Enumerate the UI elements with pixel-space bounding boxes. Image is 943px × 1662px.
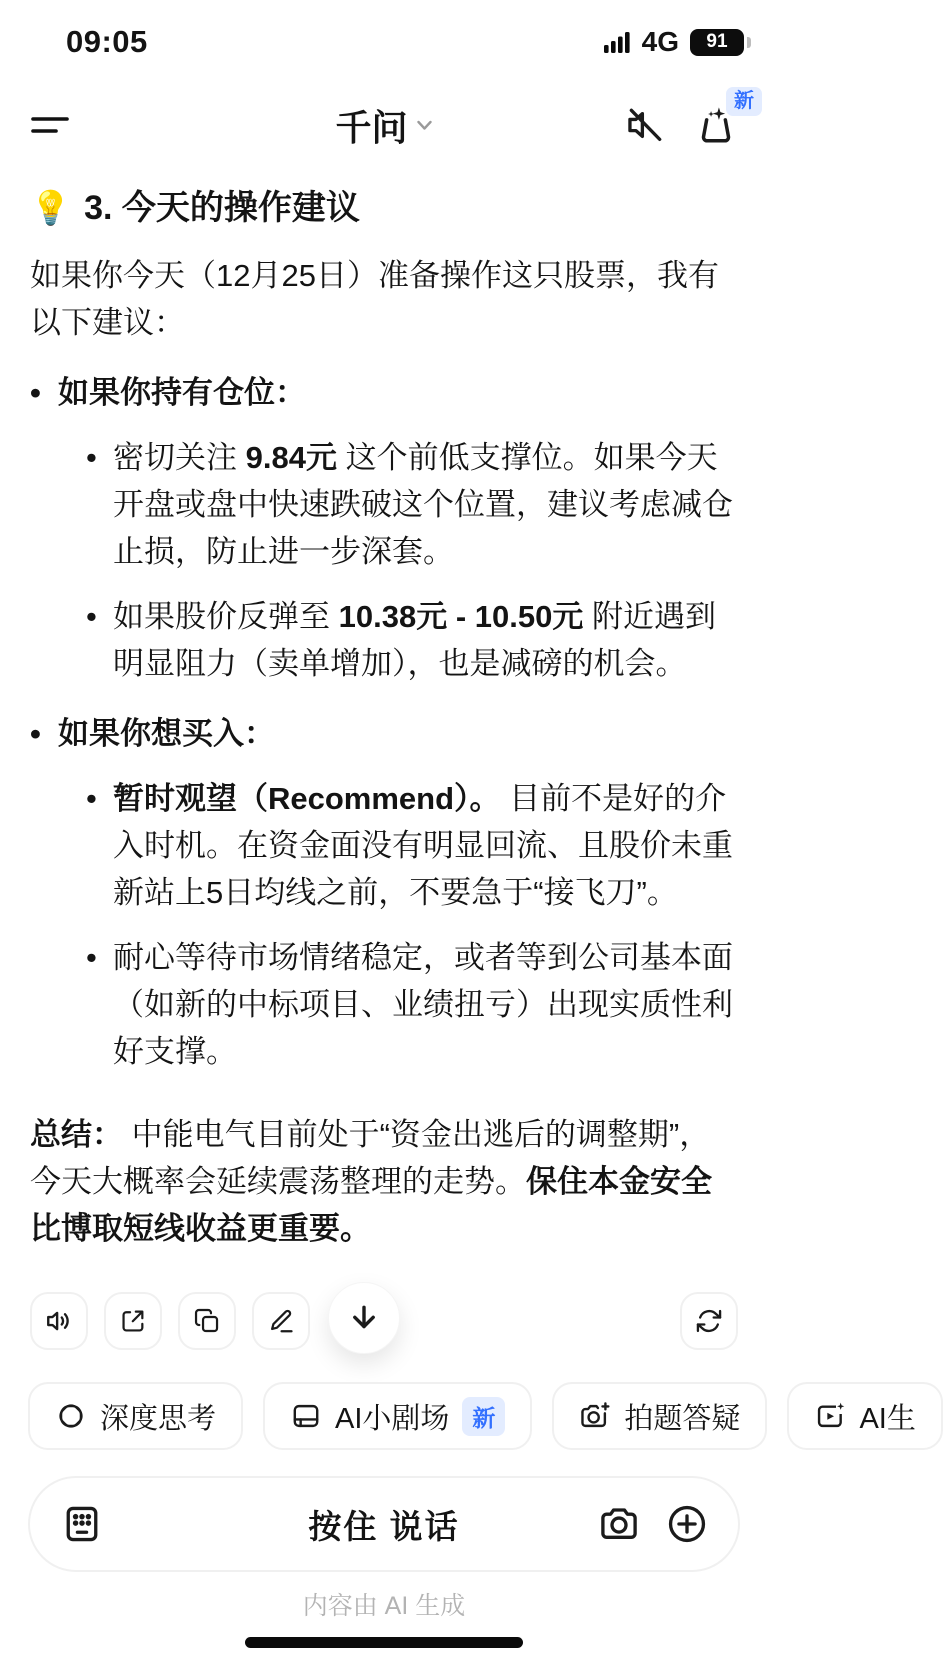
chevron-down-icon — [417, 120, 433, 131]
list-item — [30, 934, 738, 1075]
section-heading-text: 3. 今天的操作建议 — [84, 189, 360, 227]
chip-label: AI生 — [859, 1402, 916, 1435]
ai-share-button[interactable] — [694, 90, 754, 147]
read-aloud-button[interactable] — [30, 1292, 88, 1350]
list-item-title: 如果你持有仓位： — [58, 375, 306, 410]
status-bar-right — [604, 26, 744, 58]
message-input-bar — [28, 1476, 740, 1572]
bullet: • — [30, 375, 41, 410]
assistant-message — [0, 186, 768, 1252]
speaker-muted-icon — [624, 104, 666, 146]
chip-label: 拍题答疑 — [624, 1402, 741, 1435]
new-badge: 新 — [726, 87, 762, 116]
speaker-icon — [44, 1306, 74, 1336]
regenerate-button[interactable] — [680, 1292, 738, 1350]
list-item-hold-position — [30, 370, 738, 416]
bullet: • — [86, 599, 97, 634]
list-item — [30, 775, 738, 916]
app-title: 千问 — [335, 106, 408, 148]
message-action-bar — [0, 1292, 768, 1354]
chip-ai-generate[interactable] — [787, 1382, 942, 1450]
mute-button[interactable] — [624, 104, 666, 146]
list-item-title: 如果你想买入： — [58, 716, 275, 751]
chip-deep-think[interactable] — [28, 1382, 243, 1450]
status-bar — [0, 0, 768, 62]
home-indicator[interactable] — [245, 1637, 523, 1648]
list-item-text: 如果股价反弹至 10.38元 - 10.50元 附近遇到明显阻力（卖单增加），也是减磅的机会。 — [113, 599, 716, 681]
copy-icon — [193, 1307, 221, 1335]
chip-ai-theater[interactable] — [263, 1382, 532, 1450]
battery-percent: 91 — [706, 31, 728, 52]
network-type-label: 4G — [641, 26, 679, 57]
theater-icon — [290, 1400, 322, 1432]
header-actions — [624, 90, 754, 147]
share-icon — [119, 1307, 147, 1335]
summary-paragraph: 总结： 中能电气目前处于“资金出逃后的调整期”，今天大概率会延续震荡整理的走势。保住本金安全比博取短线收益更重要。 — [30, 1117, 712, 1246]
deep-think-icon — [55, 1400, 87, 1432]
intro-paragraph: 如果你今天（12月25日）准备操作这只股票，我有以下建议： — [30, 258, 719, 340]
chip-photo-qa[interactable] — [552, 1382, 767, 1450]
list-item-text: 密切关注 9.84元 这个前低支撑位。如果今天开盘或盘中快速跌破这个位置，建议考虑减仓止损，防止进一步深套。 — [113, 440, 733, 569]
edit-button[interactable] — [252, 1292, 310, 1350]
app-header — [0, 90, 768, 154]
edit-icon — [267, 1307, 295, 1335]
voice-input-button[interactable]: 按住 说话 — [308, 1507, 460, 1545]
menu-icon[interactable] — [30, 111, 74, 139]
chip-label: AI小剧场 — [335, 1402, 450, 1435]
camera-question-icon — [579, 1400, 611, 1432]
list-item — [30, 593, 738, 687]
chip-label: 深度思考 — [100, 1402, 217, 1435]
ai-video-icon — [814, 1400, 846, 1432]
list-item-text: 耐心等待市场情绪稳定，或者等到公司基本面（如新的中标项目、业绩扭亏）出现实质性利好支撑。 — [113, 940, 733, 1069]
chip-new-badge: 新 — [462, 1397, 505, 1436]
refresh-icon — [695, 1307, 723, 1335]
scroll-to-bottom-button[interactable] — [328, 1282, 400, 1354]
bullet: • — [86, 781, 97, 816]
bulb-icon: 💡 — [30, 189, 72, 226]
list-item-text: 暂时观望（Recommend）。 目前不是好的介入时机。在资金面没有明显回流、且股价未重新站上5日均线之前，不要急于“接飞刀”。 — [113, 781, 733, 910]
list-item-want-buy — [30, 711, 738, 757]
model-switcher[interactable] — [335, 100, 432, 151]
clock: 09:05 — [66, 24, 148, 59]
list-item — [30, 434, 738, 575]
arrow-down-icon — [347, 1301, 381, 1335]
signal-strength-icon — [604, 31, 631, 54]
ai-disclaimer: 内容由 AI 生成 — [302, 1592, 466, 1620]
battery-icon — [690, 29, 744, 56]
bullet: • — [86, 940, 97, 975]
section-heading — [30, 186, 738, 230]
quick-action-chips[interactable] — [0, 1382, 916, 1450]
copy-button[interactable] — [178, 1292, 236, 1350]
battery-nub — [747, 37, 751, 48]
share-button[interactable] — [104, 1292, 162, 1350]
bullet: • — [86, 440, 97, 475]
bullet: • — [30, 716, 41, 751]
